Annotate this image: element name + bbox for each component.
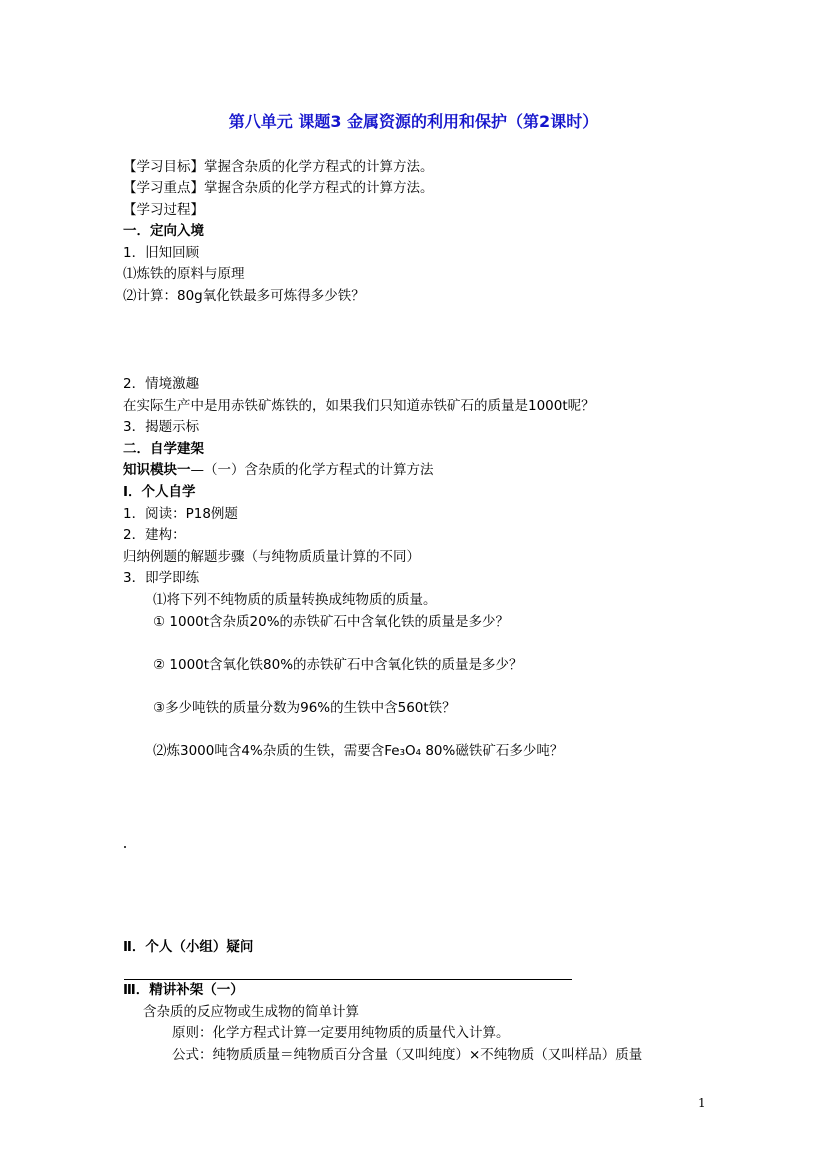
learning-process: 【学习过程】: [123, 202, 204, 218]
question-2: ⑵炼3000吨含4%杂质的生铁，需要含Fe₃O₄ 80%磁铁矿石多少吨？: [153, 743, 564, 759]
step-construct: 2．建构：: [123, 527, 186, 543]
situation-text: 在实际生产中是用赤铁矿炼铁的，如果我们只知道赤铁矿石的质量是1000t呢？: [123, 398, 595, 414]
formula-text: 公式：纯物质质量＝纯物质百分含量（又叫纯度）×不纯物质（又叫样品）质量: [172, 1047, 643, 1063]
knowledge-module: [123, 460, 434, 480]
module-title: —（一）含杂质的化学方程式的计算方法: [190, 462, 434, 478]
principle-text: 原则：化学方程式计算一定要用纯物质的质量代入计算。: [172, 1025, 510, 1041]
situation-item: 2．情境激趣: [123, 376, 200, 392]
page-title: 第八单元 课题3 金属资源的利用和保护（第2课时）: [228, 112, 599, 131]
section-2-heading: 二．自学建架: [123, 441, 204, 457]
review-sub-1: ⑴炼铁的原料与原理: [123, 266, 245, 282]
page-number: 1: [698, 1096, 706, 1110]
step-practice: 3．即学即练: [123, 570, 200, 586]
review-item: 1．旧知回顾: [123, 245, 200, 261]
question-1b: ② 1000t含氧化铁80%的赤铁矿石中含氧化铁的质量是多少？: [153, 657, 523, 673]
step-construct-text: 归纳例题的解题步骤（与纯物质质量计算的不同）: [123, 549, 420, 565]
question-1: ⑴将下列不纯物质的质量转换成纯物质的质量。: [153, 592, 437, 608]
part-3-heading: Ⅲ．精讲补架（一）: [123, 982, 244, 998]
part-3-text: 含杂质的反应物或生成物的简单计算: [143, 1004, 359, 1020]
part-1-heading: Ⅰ．个人自学: [123, 484, 196, 500]
question-1a: ① 1000t含杂质20%的赤铁矿石中含氧化铁的质量是多少？: [153, 614, 510, 630]
stray-mark: [124, 846, 126, 848]
goal-item: 3．揭题示标: [123, 419, 200, 435]
question-1c: ③多少吨铁的质量分数为96%的生铁中含560t铁？: [153, 700, 456, 716]
learning-key-point: 【学习重点】掌握含杂质的化学方程式的计算方法。: [123, 180, 434, 196]
module-label: 知识模块一: [123, 462, 191, 478]
review-sub-2: ⑵计算：80g氧化铁最多可炼得多少铁？: [123, 288, 365, 304]
part-2-heading: Ⅱ．个人（小组）疑问: [123, 939, 254, 955]
section-1-heading: 一．定向入境: [123, 223, 204, 239]
learning-objective: 【学习目标】掌握含杂质的化学方程式的计算方法。: [123, 159, 434, 175]
step-read: 1．阅读：P18例题: [123, 506, 238, 522]
